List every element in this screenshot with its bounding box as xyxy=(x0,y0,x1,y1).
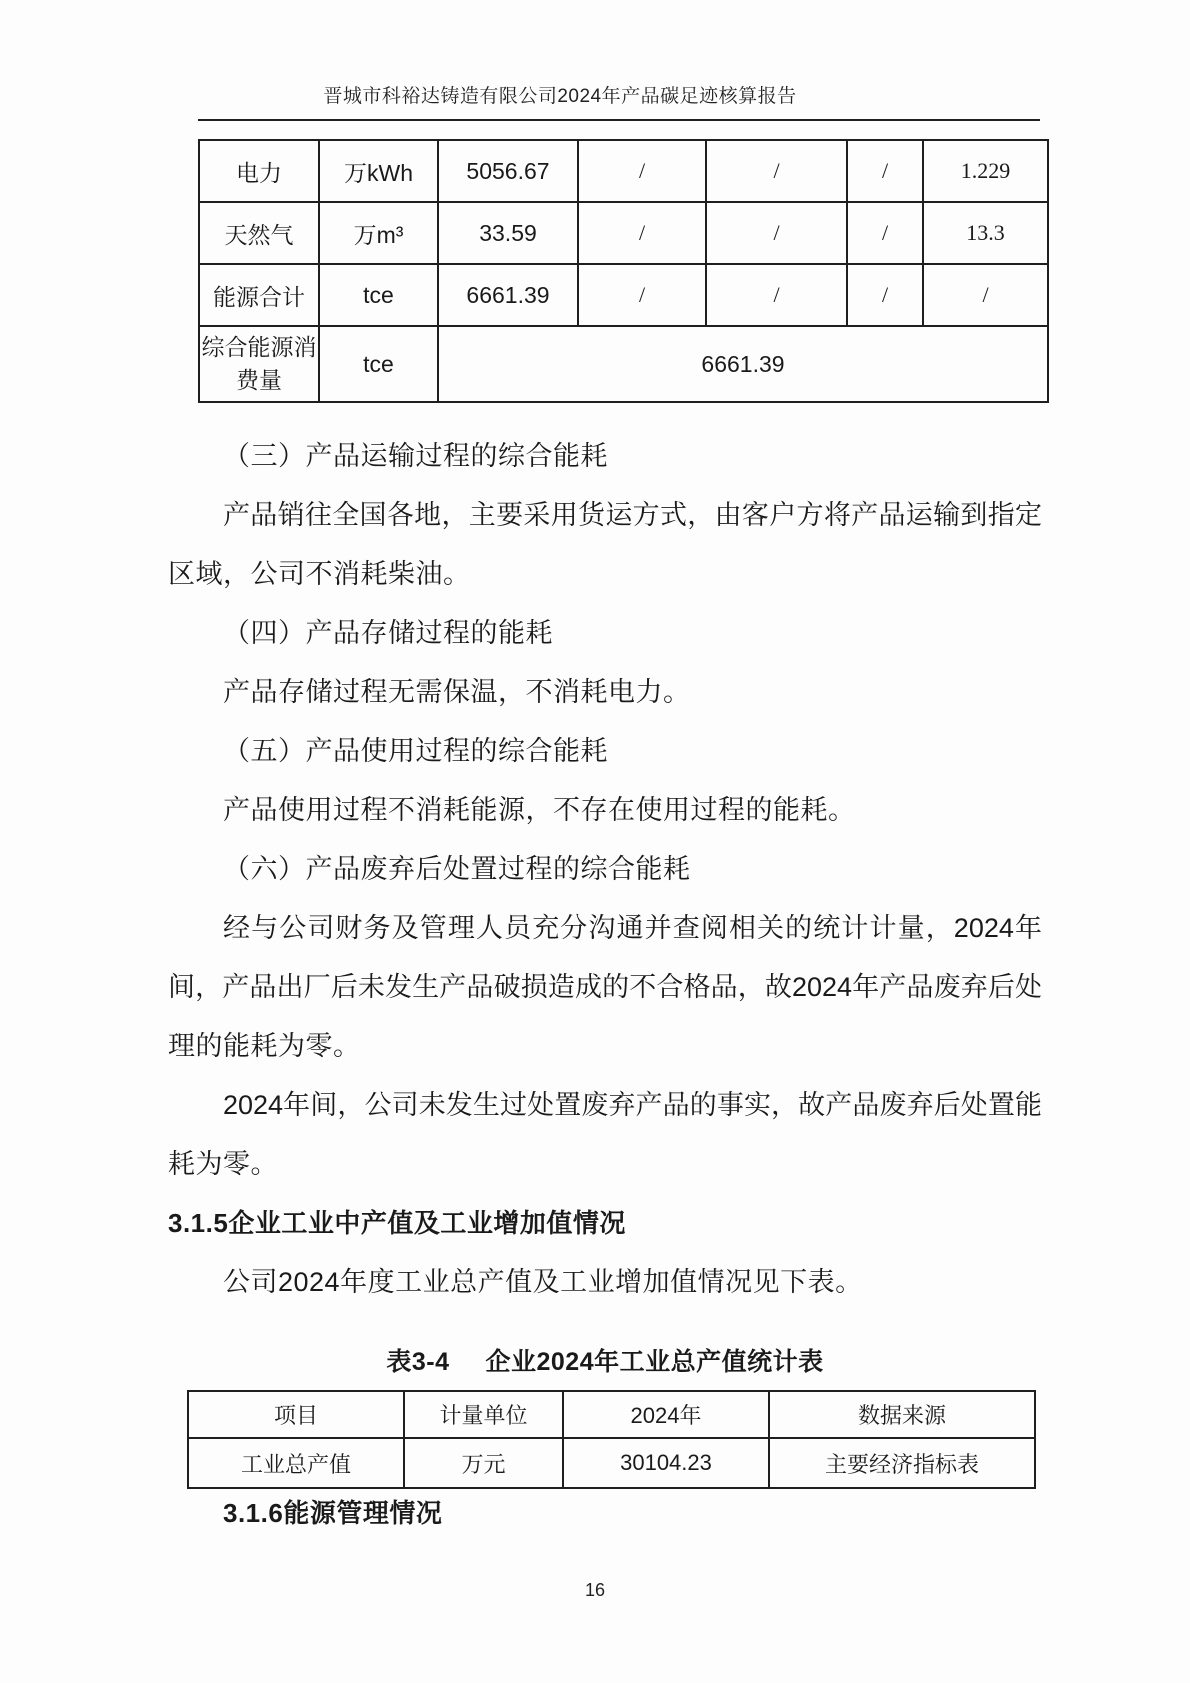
paragraph-line: 公司2024年度工业总产值及工业增加值情况见下表。 xyxy=(223,1267,863,1297)
energy-unit-cell: tce xyxy=(319,326,438,402)
column-header: 计量单位 xyxy=(404,1391,563,1438)
paragraph-line: 产品使用过程不消耗能源，不存在使用过程的能耗。 xyxy=(223,795,856,825)
paragraph-line: 间，产品出厂后未发生产品破损造成的不合格品，故2024年产品废弃后处 xyxy=(168,972,1042,1002)
table-caption-label: 表3-4 xyxy=(386,1348,450,1376)
energy-value-cell: / xyxy=(847,140,923,202)
energy-amount-cell: 33.59 xyxy=(438,202,578,264)
table-header-row xyxy=(188,1391,1035,1438)
paragraph-line: 产品销往全国各地，主要采用货运方式，由客户方将产品运输到指定 xyxy=(223,500,1042,530)
subsection-heading-5: （五）产品使用过程的综合能耗 xyxy=(223,736,608,766)
section-heading-316: 3.1.6能源管理情况 xyxy=(223,1498,443,1528)
energy-value-cell: / xyxy=(847,264,923,326)
output-value-cell: 30104.23 xyxy=(563,1438,769,1488)
energy-value-cell: / xyxy=(847,202,923,264)
section-heading-315: 3.1.5企业工业中产值及工业增加值情况 xyxy=(168,1208,626,1238)
paragraph-line: 经与公司财务及管理人员充分沟通并查阅相关的统计计量，2024年 xyxy=(223,913,1042,943)
table-row xyxy=(199,202,1048,264)
energy-value-cell: / xyxy=(578,140,706,202)
energy-item-cell: 天然气 xyxy=(199,202,319,264)
energy-item-cell: 综合能源消费量 xyxy=(199,326,319,402)
page-number: 16 xyxy=(584,1580,606,1600)
column-header: 数据来源 xyxy=(769,1391,1035,1438)
paragraph-line: 耗为零。 xyxy=(168,1149,278,1179)
energy-amount-cell: 5056.67 xyxy=(438,140,578,202)
header-rule xyxy=(198,119,1040,121)
energy-consumption-table xyxy=(198,139,1049,403)
subsection-heading-3: （三）产品运输过程的综合能耗 xyxy=(223,441,608,471)
energy-unit-cell: tce xyxy=(319,264,438,326)
table-row xyxy=(199,326,1048,402)
output-unit-cell: 万元 xyxy=(404,1438,563,1488)
paragraph-line: 区域，公司不消耗柴油。 xyxy=(168,559,471,589)
column-header: 项目 xyxy=(188,1391,404,1438)
subsection-heading-4: （四）产品存储过程的能耗 xyxy=(223,618,553,648)
table-row xyxy=(199,264,1048,326)
paragraph-line: 理的能耗为零。 xyxy=(168,1031,361,1061)
paragraph-line: 产品存储过程无需保温，不消耗电力。 xyxy=(223,677,691,707)
table-row xyxy=(199,140,1048,202)
energy-unit-cell: 万kWh xyxy=(319,140,438,202)
energy-factor-cell: 13.3 xyxy=(923,202,1048,264)
energy-value-cell: / xyxy=(578,202,706,264)
energy-item-cell: 电力 xyxy=(199,140,319,202)
output-source-cell: 主要经济指标表 xyxy=(769,1438,1035,1488)
industrial-output-table xyxy=(187,1390,1036,1489)
table-row xyxy=(188,1438,1035,1488)
column-header: 2024年 xyxy=(563,1391,769,1438)
energy-amount-cell: 6661.39 xyxy=(438,264,578,326)
energy-unit-cell: 万m³ xyxy=(319,202,438,264)
table-3-4-caption xyxy=(168,1338,1042,1386)
energy-item-cell: 能源合计 xyxy=(199,264,319,326)
paragraph-line: 2024年间，公司未发生过处置废弃产品的事实，故产品废弃后处置能 xyxy=(223,1090,1042,1120)
report-header-title: 晋城市科裕达铸造有限公司2024年产品碳足迹核算报告 xyxy=(323,86,797,107)
energy-factor-cell: 1.229 xyxy=(923,140,1048,202)
energy-value-cell: / xyxy=(706,140,847,202)
energy-merged-total-cell: 6661.39 xyxy=(438,326,1048,402)
energy-factor-cell: / xyxy=(923,264,1048,326)
body-text-block xyxy=(168,427,1042,1312)
subsection-heading-6: （六）产品废弃后处置过程的综合能耗 xyxy=(223,854,691,884)
output-item-cell: 工业总产值 xyxy=(188,1438,404,1488)
table-caption-title: 企业2024年工业总产值统计表 xyxy=(485,1348,824,1376)
energy-value-cell: / xyxy=(706,202,847,264)
energy-value-cell: / xyxy=(706,264,847,326)
energy-value-cell: / xyxy=(578,264,706,326)
